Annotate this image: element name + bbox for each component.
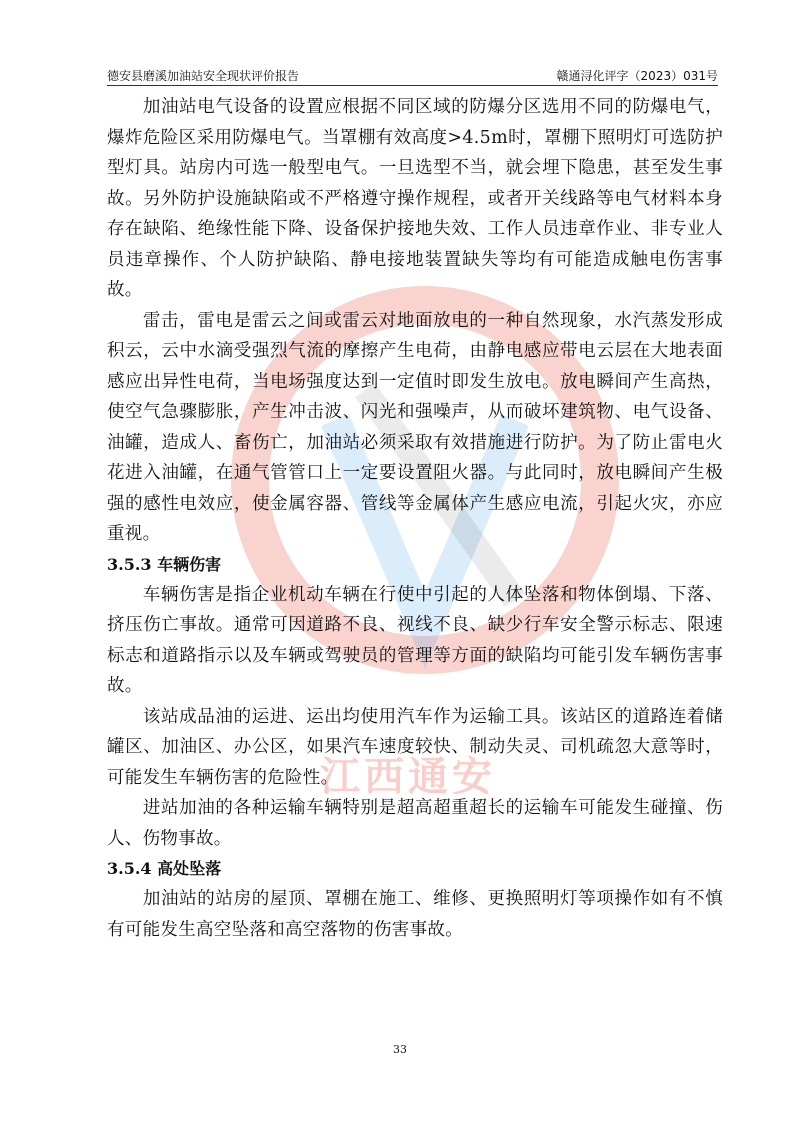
document-body bbox=[107, 92, 723, 945]
watermark-text: 江西通安 bbox=[320, 754, 496, 800]
paragraph-electrical: 加油站电气设备的设置应根据不同区域的防爆分区选用不同的防爆电气，爆炸危险区采用防爆电气。当罩棚有效高度>4.5m时，罩棚下照明灯可选防护型灯具。站房内可选一般型电气。一旦选型不当，就会埋下隐患，甚至发生事故。另外防护设施缺陷或不严格遵守操作规程，或者开关线路等电气材料本身存在缺陷、绝缘性能下降、设备保护接地失效、工作人员违章作业、非专业人员违章操作、个人防护缺陷、静电接地装置缺失等均有可能造成触电伤害事故。 bbox=[107, 97, 723, 300]
page-header bbox=[107, 67, 718, 86]
report-number: 赣通浔化评字（2023）031号 bbox=[556, 69, 718, 83]
paragraph-vehicle-collision: 进站加油的各种运输车辆特别是超高超重超长的运输车可能发生碰撞、伤人、伤物事故。 bbox=[107, 798, 723, 849]
paragraph-fall: 加油站的站房的屋顶、罩棚在施工、维修、更换照明灯等项操作如有不慎有可能发生高空坠落和高空落物的伤害事故。 bbox=[107, 889, 723, 940]
report-title: 德安县磨溪加油站安全现状评价报告 bbox=[107, 69, 300, 83]
paragraph-vehicle-definition: 车辆伤害是指企业机动车辆在行使中引起的人体坠落和物体倒塌、下落、挤压伤亡事故。通常可因道路不良、视线不良、缺少行车安全警示标志、限速标志和道路指示以及车辆或驾驶员的管理等方面的缺陷均可能引发车辆伤害事故。 bbox=[107, 584, 723, 696]
section-heading-fall-from-height: 3.5.4 高处坠落 bbox=[107, 859, 222, 878]
section-heading-vehicle-injury: 3.5.3 车辆伤害 bbox=[107, 554, 222, 574]
paragraph-vehicle-transport: 该站成品油的运进、运出均使用汽车作为运输工具。该站区的道路连着储罐区、加油区、办公区，如果汽车速度较快、制动失灵、司机疏忽大意等时，可能发生车辆伤害的危险性。 bbox=[107, 706, 723, 788]
page-number: 33 bbox=[393, 1043, 407, 1056]
paragraph-lightning: 雷击，雷电是雷云之间或雷云对地面放电的一种自然现象，水汽蒸发形成积云，云中水滴受强烈气流的摩擦产生电荷，由静电感应带电云层在大地表面感应出异性电荷，当电场强度达到一定值时即发生放电。放电瞬间产生高热，使空气急骤膨胀，产生冲击波、闪光和强噪声，从而破坏建筑物、电气设备、油罐，造成人、畜伤亡，加油站必须采取有效措施进行防护。为了防止雷电火花进入油罐，在通气管管口上一定要设置阻火器。与此同时，放电瞬间产生极强的感性电效应，使金属容器、管线等金属体产生感应电流，引起火灾，亦应重视。 bbox=[107, 310, 723, 544]
